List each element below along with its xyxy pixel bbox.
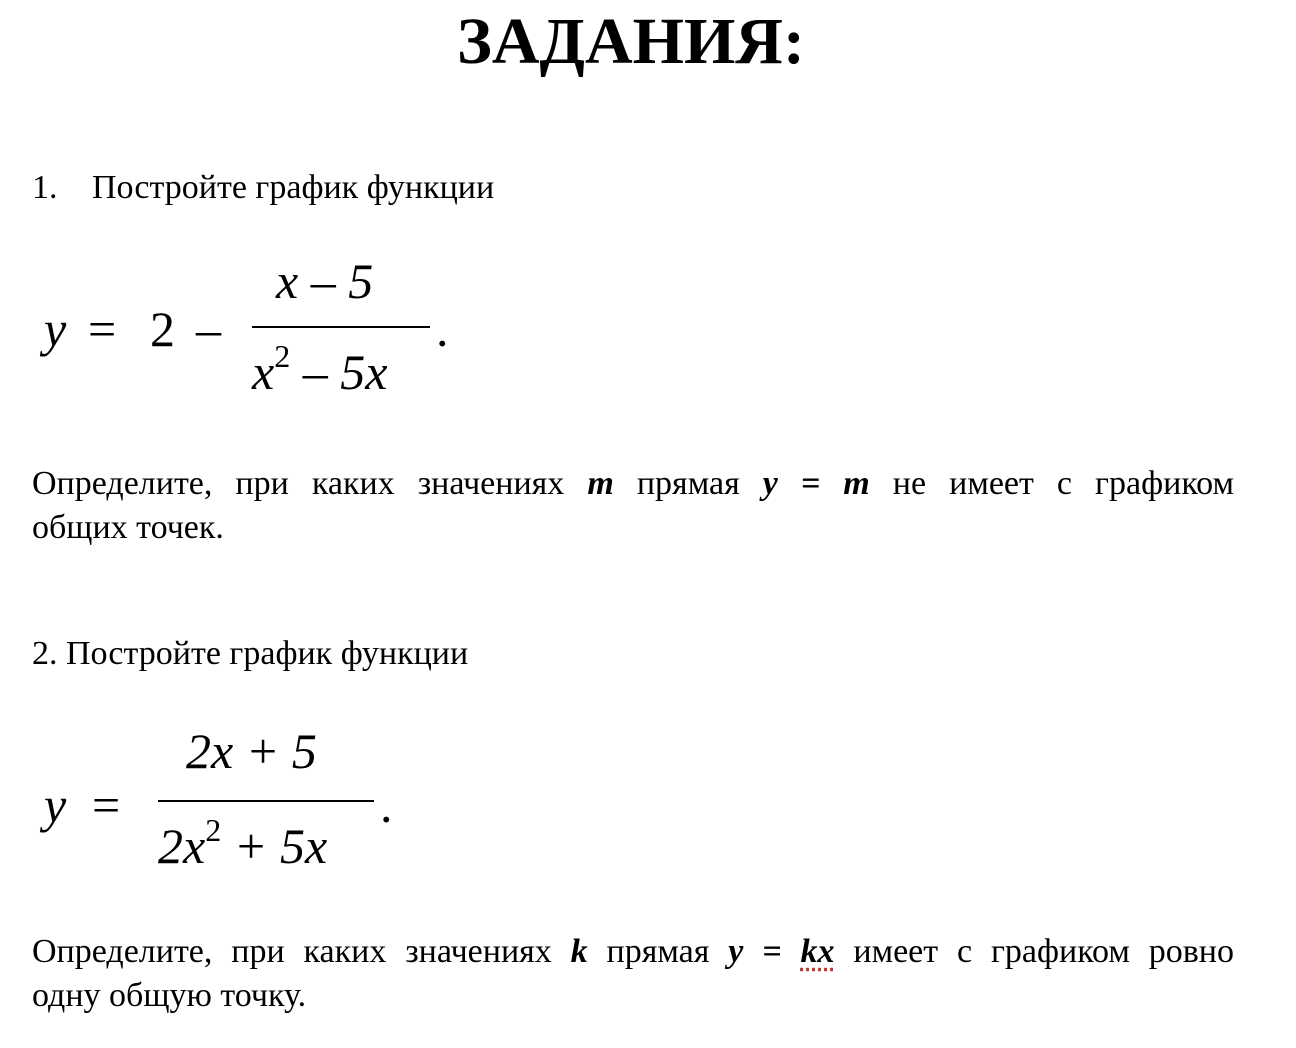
task1-formula-numerator: x – 5: [276, 253, 374, 309]
task1-formula-const: 2: [150, 301, 175, 357]
task1-den-exponent: 2: [274, 338, 291, 374]
task1-q-line-eq: y = m: [762, 465, 870, 502]
task1-heading-text: Постройте график функции: [92, 169, 495, 206]
task2-formula-lhs: y: [44, 777, 67, 833]
task2-q-text4: одну общую точку.: [32, 977, 307, 1014]
task1-formula-minus: –: [196, 301, 221, 357]
task2-formula-denominator: [158, 812, 327, 875]
task1-fraction-bar: [252, 326, 430, 328]
task1-formula-eq: =: [88, 301, 117, 357]
task2-den-a: 2x: [158, 818, 206, 874]
task2-question-line1: [32, 930, 1234, 974]
task1-formula-period: .: [436, 301, 449, 357]
task1-formula-lhs: y: [44, 301, 67, 357]
page-title: ЗАДАНИЯ:: [457, 5, 805, 78]
task1-formula-denominator: [252, 338, 387, 401]
task1-number: 1.: [32, 169, 58, 206]
task1-q-text4: общих точек.: [32, 509, 224, 546]
task1-q-var-m: m: [587, 465, 614, 502]
task1-q-text3: не имеет с графиком: [869, 465, 1234, 502]
task2-question: [32, 930, 1234, 1018]
task2-formula-eq: =: [92, 777, 121, 833]
task1-den-rest: – 5x: [290, 344, 388, 400]
task2-q-text3: имеет с графиком ровно: [834, 933, 1235, 970]
task1-q-text2: прямая: [613, 465, 763, 502]
task2-den-exponent: 2: [205, 812, 222, 848]
task2-fraction-bar: [158, 800, 374, 802]
task1-den-x: x: [252, 344, 275, 400]
task1-question: [32, 462, 1234, 550]
task2-q-text1: Определите, при каких значениях: [32, 933, 571, 970]
task1-heading: [32, 168, 494, 208]
task2-q-var-k: k: [570, 933, 588, 970]
task2-formula-period: .: [380, 777, 393, 833]
task2-q-line-eq-y: y =: [728, 933, 801, 970]
task2-den-rest: + 5x: [221, 818, 328, 874]
task2-formula: [44, 723, 424, 874]
task1-q-text1: Определите, при каких значениях: [32, 465, 588, 502]
task2-q-line-eq-kx: kx: [800, 933, 835, 970]
task2-formula-numerator: 2x + 5: [186, 723, 317, 779]
task1-formula: [44, 253, 464, 404]
task2-q-text2: прямая: [587, 933, 729, 970]
task2-heading: 2. Постройте график функции: [32, 635, 469, 672]
task1-question-line1: [32, 462, 1234, 506]
